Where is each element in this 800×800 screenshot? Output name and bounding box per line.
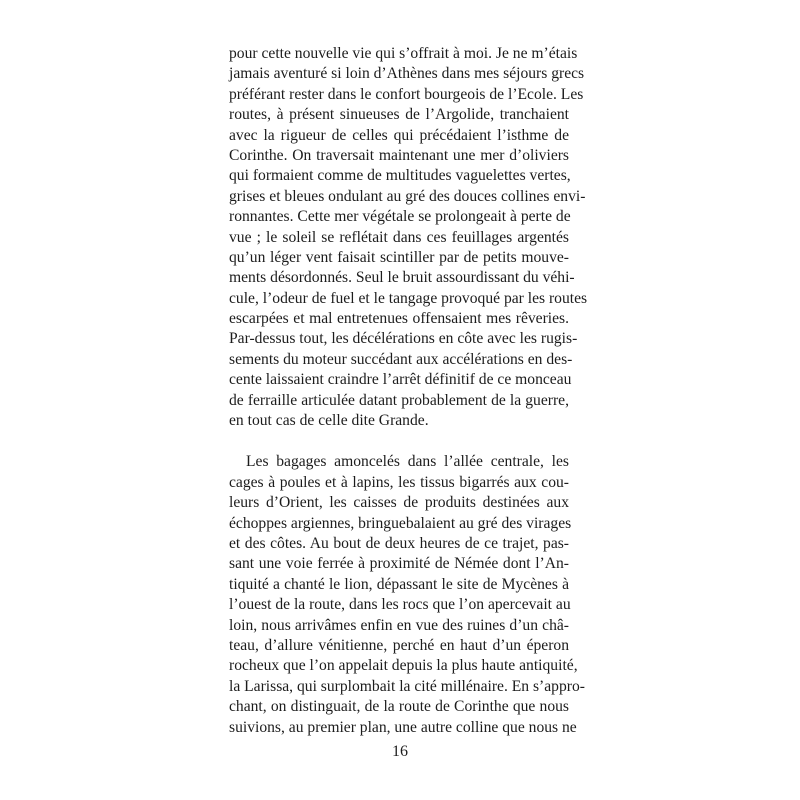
text-line: cule, l’odeur de fuel et le tangage provoqué par les routes	[229, 289, 588, 307]
text-line: routes, à présent sinueuses de l’Argolide, tranchaient	[229, 106, 569, 124]
text-line: chant, on distinguait, de la route de Corinthe que nous	[229, 698, 569, 716]
text-line: de ferraille articulée datant probablement de la guerre,	[229, 391, 569, 409]
text-line: Par-dessus tout, les décélérations en côte avec les rugis-	[229, 330, 578, 348]
text-line: pour cette nouvelle vie qui s’offrait à moi. Je ne m’étais	[229, 45, 578, 62]
text-line: avec la rigueur de celles qui précédaient l’isthme de	[229, 126, 569, 144]
text-line: cages à poules et à lapins, les tissus bigarrés aux cou-	[229, 473, 569, 491]
text-block	[229, 44, 588, 738]
text-line: Corinthe. On traversait maintenant une mer d’oliviers	[229, 146, 569, 164]
text-line: la Larissa, qui surplombait la cité millénaire. En s’appro-	[229, 677, 585, 695]
paragraph-2	[229, 452, 585, 737]
text-line: escarpées et mal entretenues offensaient mes rêveries.	[229, 310, 569, 328]
text-line: l’ouest de la route, dans les rocs que l’on apercevait au	[229, 596, 571, 614]
text-line: qui formaient comme de multitudes vaguelettes vertes,	[229, 167, 571, 185]
text-line: échoppes argiennes, bringuebalaient au gré des virages	[229, 514, 572, 532]
paragraph-1	[229, 44, 588, 431]
paragraph-spacer	[229, 431, 569, 452]
text-line: ments désordonnés. Seul le bruit assourdissant du véhi-	[229, 269, 575, 287]
text-line: en tout cas de celle dite Grande.	[229, 412, 429, 430]
text-line: suivions, au premier plan, une autre colline que nous ne	[229, 718, 577, 736]
text-line: teau, d’allure vénitienne, perché en haut d’un éperon	[229, 636, 569, 654]
text-line: vue ; le soleil se reflétait dans ces feuillages argentés	[229, 228, 569, 246]
text-line: et des côtes. Au bout de deux heures de ce trajet, pas-	[229, 534, 569, 552]
page-number: 16	[392, 743, 408, 760]
text-line: ronnantes. Cette mer végétale se prolongeait à perte de	[229, 208, 571, 226]
text-line: grises et bleues ondulant au gré des douces collines envi-	[229, 187, 586, 205]
text-line: rocheux que l’on appelait depuis la plus haute antiquité,	[229, 657, 578, 675]
text-line: Les bagages amoncelés dans l’allée centrale, les	[246, 453, 569, 471]
text-line: sant une voie ferrée à proximité de Némée dont l’An-	[229, 555, 569, 573]
text-line: jamais aventuré si loin d’Athènes dans mes séjours grecs	[229, 65, 585, 83]
text-line: leurs d’Orient, les caisses de produits destinées aux	[229, 494, 569, 512]
text-line: préférant rester dans le confort bourgeois de l’Ecole. Les	[229, 85, 584, 103]
text-line: cente laissaient craindre l’arrêt définitif de ce monceau	[229, 371, 572, 389]
text-line: loin, nous arrivâmes enfin en vue des ruines d’un châ-	[229, 616, 569, 634]
text-line: tiquité a chanté le lion, dépassant le site de Mycènes à	[229, 575, 569, 593]
text-line: qu’un léger vent faisait scintiller par de petits mouve-	[229, 248, 569, 266]
text-line: sements du moteur succédant aux accélérations en des-	[229, 350, 573, 368]
